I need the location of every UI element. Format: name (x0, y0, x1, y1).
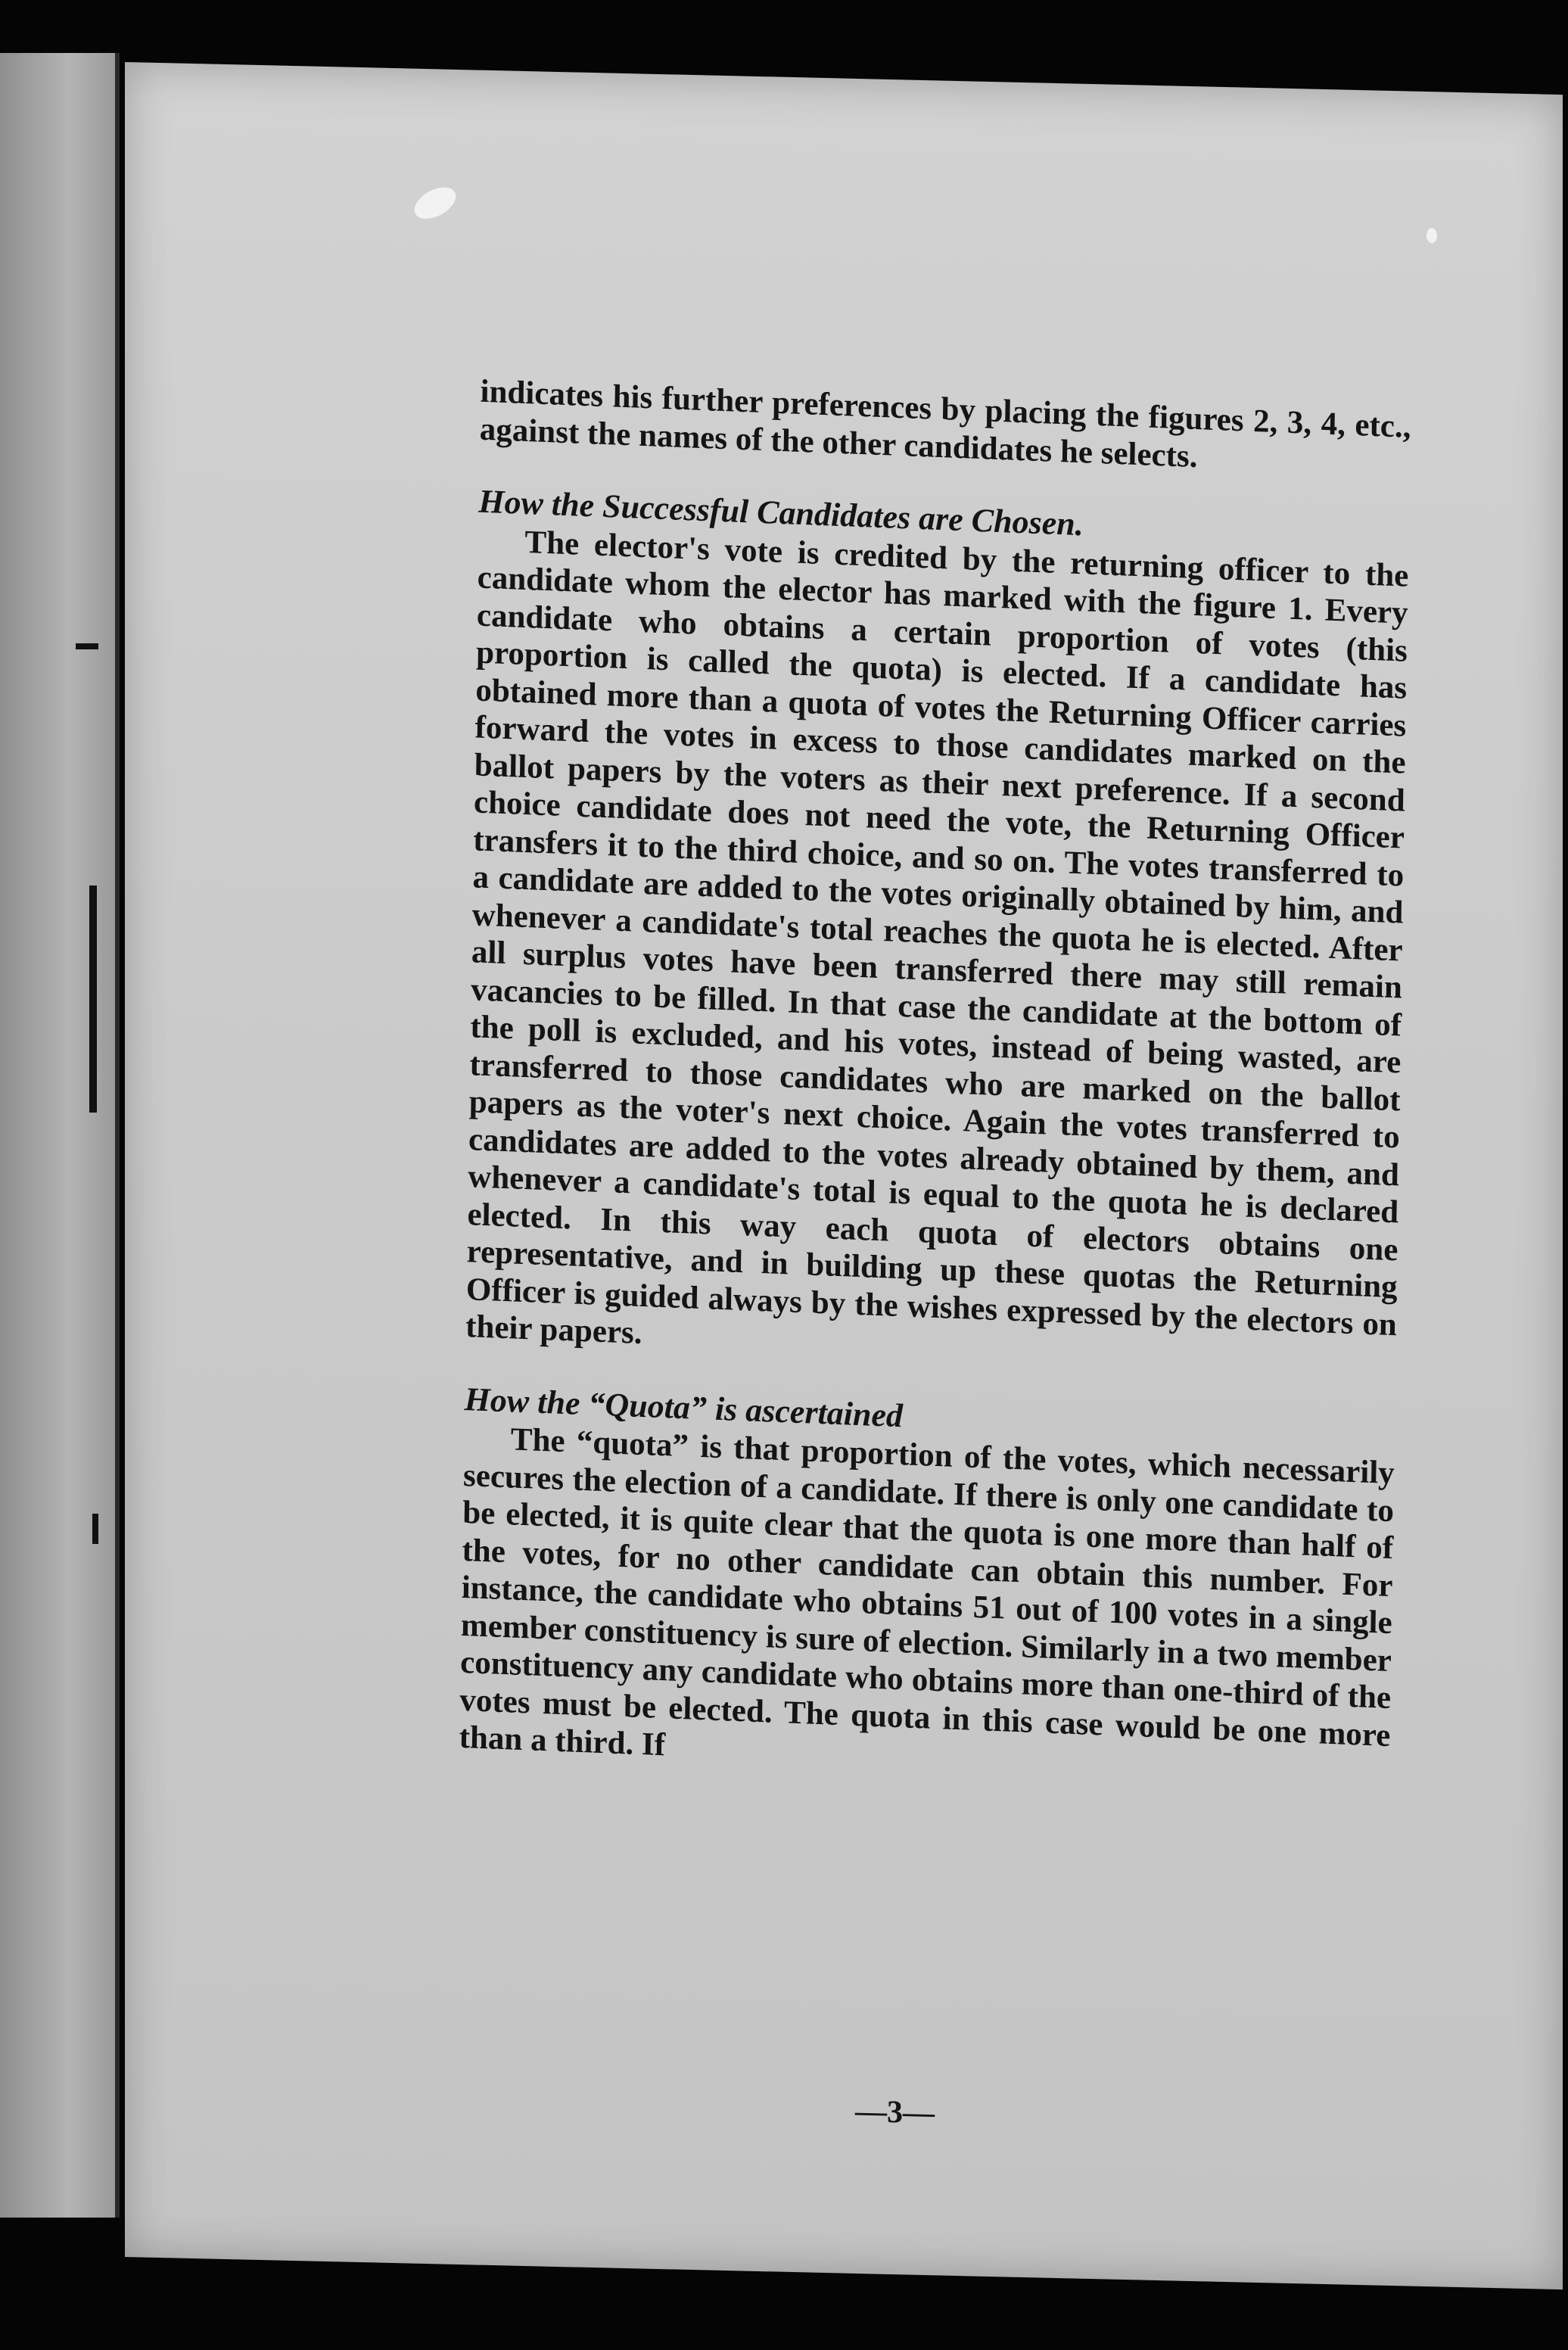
paragraph-quota: The “quota” is that proportion of the votes, which necessarily secures the election of a candidate. If there is only one candidate to be elected, it is quite clear that the quota is one more than half of the votes, for no other candidate can obtain this number. For instance, the candidate who obtains 51 out of 100 votes in a single member constituency is sure of election. Similarly in a two member constituency any candidate who obtains more than one-third of the votes must be elected. The quota in this case would be one more than a third. If (459, 1421, 1395, 1763)
page-number: —3— (855, 2093, 935, 2131)
binding-mark (92, 1514, 98, 1544)
page-body (459, 373, 1411, 1792)
paragraph-selection-method: The elector's vote is credited by the returning officer to the candidate whom the elector has marked with the figure 1. Every candidate who obtains a certain proportion of votes (this proportion is called the quota) is elected. If a candidate has obtained more than a quota of votes the Returning Officer carries forward the votes in excess to those candidates marked on the ballot papers by the voters as their next preference. If a second choice candidate does not need the vote, the Returning Officer transfers it to the third choice, and so on. The votes transferred to a candidate are added to the votes originally obtained by him, and whenever a candidate's total reaches the quota he is elected. After all surplus votes have been transferred there may still remain vacancies to be filled. In that case the candidate at the bottom of the poll is excluded, and his votes, instead of being wasted, are transferred to those candidates who are marked on the ballot papers as the voter's next choice. Again the votes transferred to candidates are added to the votes already obtained by them, and whenever a candidate's total is equal to the quota he is declared elected. In this way each quota of electors obtains one representative, and in building up these quotas the Returning Officer is guided always by the wishes expressed by the electors on their papers. (465, 524, 1409, 1352)
binding-mark (89, 886, 97, 1113)
paper-speck (1426, 228, 1437, 243)
paragraph-continuation: indicates his further preferences by placing the figures 2, 3, 4, etc., against the names of the other candidates he selects. (479, 373, 1411, 475)
binding-mark (76, 643, 98, 649)
paper-speck (409, 181, 462, 226)
document-page (125, 62, 1563, 2289)
section-heading: How the Successful Candidates are Chosen. (478, 482, 1084, 543)
facing-page-edge (0, 53, 120, 2218)
section-heading: How the “Quota” is ascertained (464, 1380, 904, 1434)
